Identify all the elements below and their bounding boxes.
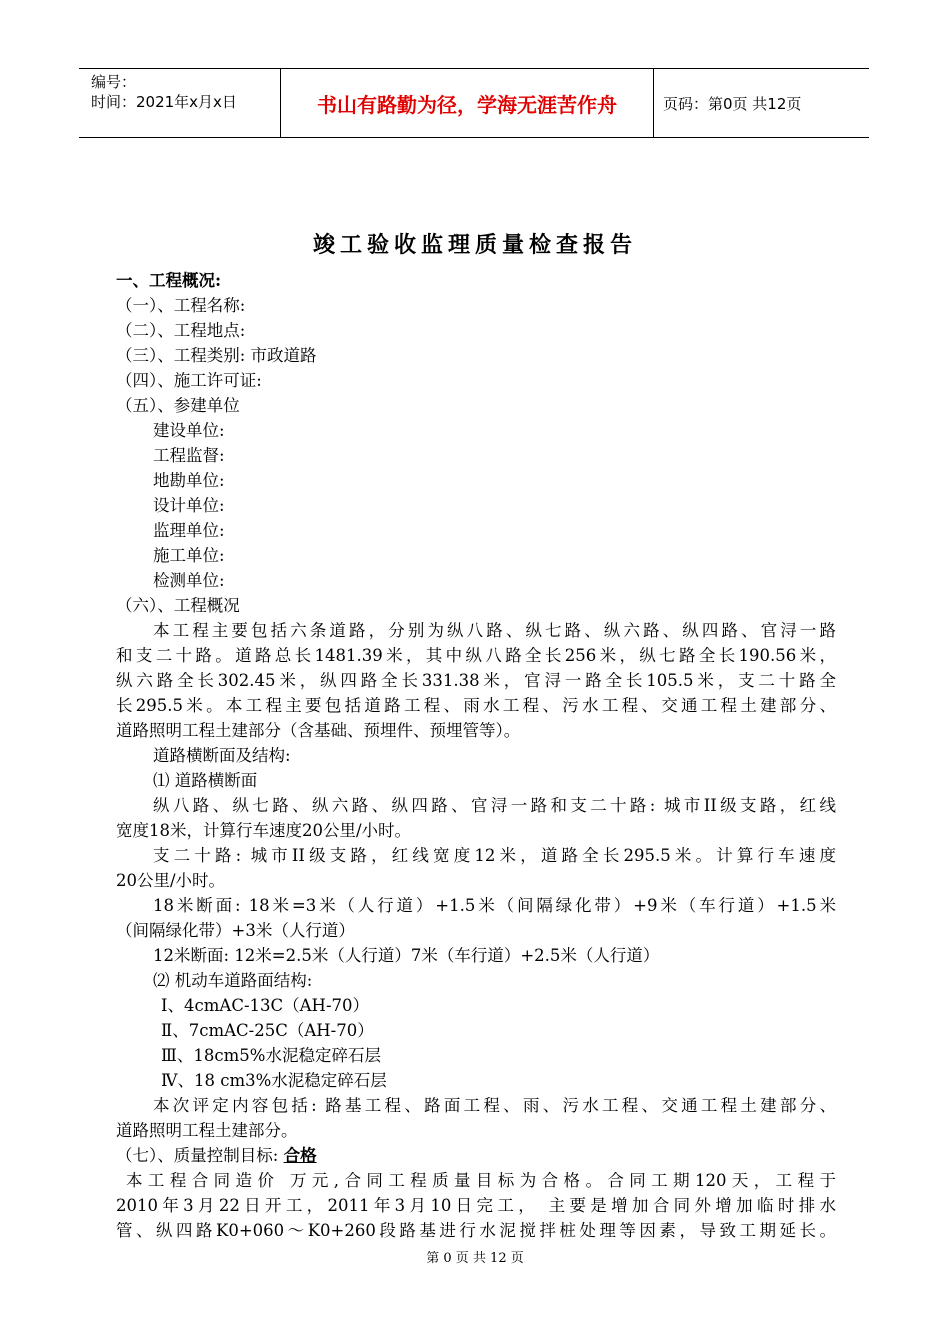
text-line: 和支二十路。道路总长1481.39米，其中纵八路全长256米，纵七路全长190.56米，: [116, 646, 836, 665]
time-label: 时间：2021年x月x日: [91, 93, 237, 111]
text-line: 监理单位:: [153, 521, 225, 540]
text-line: Ⅱ、7cmAC-25C（AH-70）: [161, 1021, 374, 1040]
section-heading: 一、工程概况:: [116, 271, 222, 290]
text-line: （四）、施工许可证:: [116, 371, 262, 390]
text-line: （五）、参建单位: [116, 396, 240, 415]
page-footer: 第 0 页 共 12 页: [426, 1251, 524, 1266]
text-line: 20公里/小时。: [116, 871, 226, 890]
text-line: （间隔绿化带）+3米（人行道）: [116, 921, 355, 940]
text-line: 本工程合同造价 万元,合同工程质量目标为合格。合同工期120天，工程于: [126, 1171, 836, 1190]
text-line: 纵八路、纵七路、纵六路、纵四路、官浔一路和支二十路: 城市II级支路，红线: [153, 796, 836, 815]
header-left-cell: [79, 69, 279, 137]
text-line: 道路横断面及结构:: [153, 746, 291, 765]
text-line: 18米断面: 18米=3米（人行道）+1.5米（间隔绿化带）+9米（车行道）+1.5米: [153, 896, 836, 915]
text-line: 2010年3月22日开工，2011年3月10日完工， 主要是增加合同外增加临时排水: [116, 1196, 836, 1215]
text-line: 宽度18米，计算行车速度20公里/小时。: [116, 821, 412, 840]
text-line: ⑵ 机动车道路面结构:: [153, 971, 313, 990]
text-line: [116, 1143, 836, 1168]
text-line: （六）、工程概况: [116, 596, 240, 615]
text-line: 工程监督:: [153, 446, 225, 465]
text-line: 纵六路全长302.45米，纵四路全长331.38米，官浔一路全长105.5米，支二十路全: [116, 671, 836, 690]
text-line: 检测单位:: [153, 571, 225, 590]
quality-target-label: （七）、质量控制目标:: [116, 1146, 284, 1165]
page-label: 页码：第0页 共12页: [663, 94, 802, 113]
text-line: Ⅳ、18 cm3%水泥稳定碎石层: [161, 1071, 387, 1090]
motto: 书山有路勤为径，学海无涯苦作舟: [317, 92, 617, 117]
header-motto-cell: [280, 69, 654, 137]
document-title: 竣工验收监理质量检查报告: [312, 232, 637, 258]
text-line: （三）、工程类别: 市政道路: [116, 346, 317, 365]
number-label: 编号：: [91, 73, 137, 91]
text-line: Ⅰ、4cmAC-13C（AH-70）: [161, 996, 370, 1015]
text-line: 支二十路: 城市II级支路，红线宽度12米，道路全长295.5米。计算行车速度: [153, 846, 836, 865]
text-line: 本工程主要包括六条道路，分别为纵八路、纵七路、纵六路、纵四路、官浔一路: [153, 621, 836, 640]
text-line: 12米断面: 12米=2.5米（人行道）7米（车行道）+2.5米（人行道）: [153, 946, 660, 965]
text-line: 施工单位:: [153, 546, 225, 565]
text-line: 长295.5米。本工程主要包括道路工程、雨水工程、污水工程、交通工程土建部分、: [116, 696, 836, 715]
document-header: [79, 68, 869, 138]
text-line: 建设单位:: [153, 421, 225, 440]
text-line: （一）、工程名称:: [116, 296, 246, 315]
text-line: 设计单位:: [153, 496, 225, 515]
text-line: ⑴ 道路横断面: [153, 771, 258, 790]
text-line: 道路照明工程土建部分（含基础、预埋件、预埋管等）。: [116, 721, 521, 740]
header-page-cell: [653, 69, 869, 137]
text-line: Ⅲ、18cm5%水泥稳定碎石层: [161, 1046, 381, 1065]
text-line: 本次评定内容包括: 路基工程、路面工程、雨、污水工程、交通工程土建部分、: [153, 1096, 836, 1115]
document-body: [116, 268, 836, 1243]
text-line: 管、纵四路K0+060～K0+260段路基进行水泥搅拌桩处理等因素，导致工期延长。: [116, 1221, 836, 1240]
text-line: 道路照明工程土建部分。: [116, 1121, 298, 1140]
text-line: 地勘单位:: [153, 471, 225, 490]
text-line: （二）、工程地点:: [116, 321, 246, 340]
quality-target-value: 合格: [283, 1146, 317, 1165]
